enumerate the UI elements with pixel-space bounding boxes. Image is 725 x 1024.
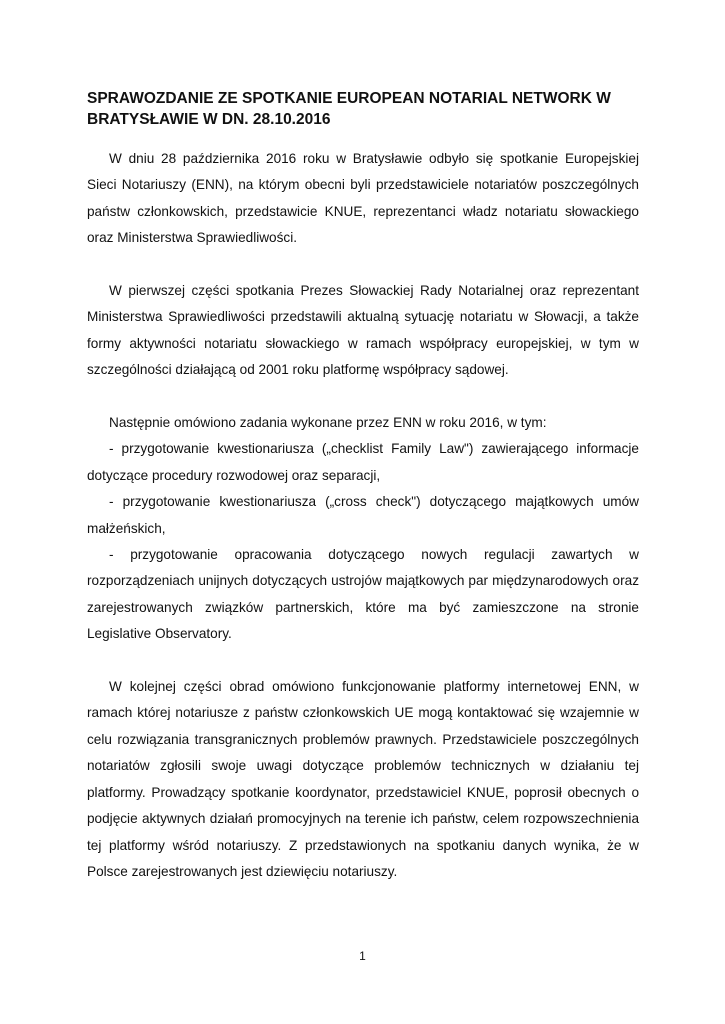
paragraph-spacer: [87, 648, 639, 674]
list-item: - przygotowanie kwestionariusza („cross check") dotyczącego majątkowych umów małżeńskich,: [87, 494, 639, 536]
document-title: SPRAWOZDANIE ZE SPOTKANIE EUROPEAN NOTARIAL NETWORK W BRATYSŁAWIE W DN. 28.10.2016: [87, 90, 611, 128]
paragraph-tasks-intro: Następnie omówiono zadania wykonane przez ENN w roku 2016, w tym:: [109, 415, 547, 431]
task-list: [87, 436, 639, 647]
page-number: 1: [359, 949, 366, 963]
document-body: [87, 146, 639, 885]
paragraph-spacer: [87, 252, 639, 278]
paragraph-platform: W kolejnej części obrad omówiono funkcjonowanie platformy internetowej ENN, w ramach której notariusze z państw członkowskich UE mogą kontaktować się wzajemnie w celu rozwiązania transgranicznych problemów prawnych. Przedstawiciele poszczególnych notariatów zgłosili swoje uwagi dotyczące problemów technicznych w działaniu tej platformy. Prowadzący spotkanie koordynator, przedstawiciel KNUE, poprosił obecnych o podjęcie aktywnych działań promocyjnych na terenie ich państw, celem rozpowszechnienia tej platformy wśród notariuszy. Z przedstawionych na spotkaniu danych wynika, że w Polsce zarejestrowanych jest dziewięciu notariuszy.: [87, 679, 639, 879]
list-item: - przygotowanie opracowania dotyczącego nowych regulacji zawartych w rozporządzeniach unijnych dotyczących ustrojów majątkowych par międzynarodowych oraz zarejestrowanych związków partnerskich, które ma być zamieszczone na stronie Legislative Observatory.: [87, 547, 639, 642]
paragraph-first-part: W pierwszej części spotkania Prezes Słowackiej Rady Notarialnej oraz reprezentant Ministerstwa Sprawiedliwości przedstawili aktualną sytuację notariatu w Słowacji, a także formy aktywności notariatu słowackiego w ramach współpracy europejskiej, w tym w szczególności działającą od 2001 roku platformę współpracy sądowej.: [87, 283, 639, 378]
paragraph-intro: W dniu 28 października 2016 roku w Bratysławie odbyło się spotkanie Europejskiej Sieci Notariuszy (ENN), na którym obecni byli przedstawiciele notariatów poszczególnych państw członkowskich, przedstawicie KNUE, reprezentanci władz notariatu słowackiego oraz Ministerstwa Sprawiedliwości.: [87, 151, 639, 246]
paragraph-spacer: [87, 384, 639, 410]
list-item: - przygotowanie kwestionariusza („checklist Family Law") zawierającego informacje dotyczące procedury rozwodowej oraz separacji,: [87, 441, 639, 483]
